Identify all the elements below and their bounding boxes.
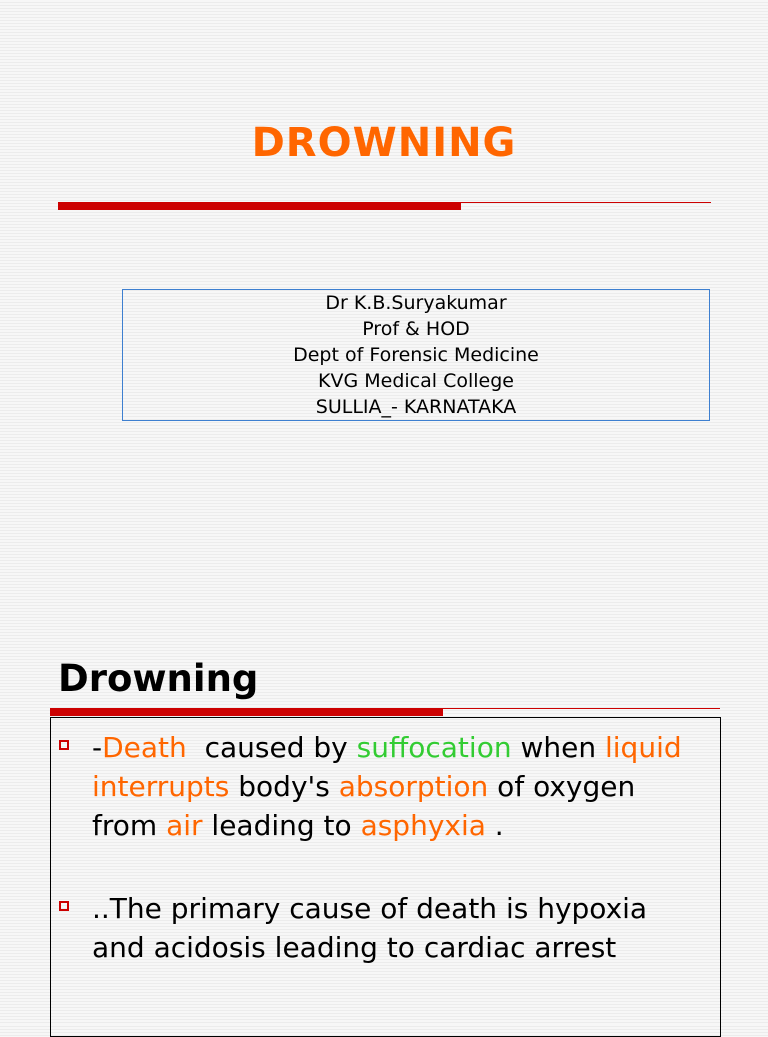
highlight-death: Death <box>102 731 187 764</box>
highlight-liquid-interrupts: liquid interrupts <box>92 731 682 803</box>
content-box <box>50 717 721 1037</box>
author-college: KVG Medical College <box>318 370 514 392</box>
author-location: SULLIA_- KARNATAKA <box>315 396 517 418</box>
text-segment: of oxygen from <box>92 770 636 842</box>
bullet-text <box>92 728 699 845</box>
highlight-absorption: absorption <box>338 770 489 803</box>
highlight-suffocation: suffocation <box>356 731 512 764</box>
highlight-asphyxia: asphyxia <box>360 809 486 842</box>
bullet-text <box>92 889 699 967</box>
text-segment: . <box>485 809 504 842</box>
text-segment: caused by <box>186 731 357 764</box>
slide-title-heading: DROWNING <box>251 120 517 166</box>
title-rule-thick <box>58 202 461 210</box>
square-bullet-icon <box>59 901 69 911</box>
slide-heading: Drowning <box>58 657 259 700</box>
text-segment: leading to <box>202 809 361 842</box>
square-bullet-icon <box>59 740 69 750</box>
highlight-air: air <box>166 809 203 842</box>
text-segment: ..The primary cause of death is hypoxia and acidosis leading to cardiac arrest <box>92 892 648 964</box>
text-segment: - <box>92 731 103 764</box>
title-rule-thin <box>461 202 711 203</box>
author-name: Dr K.B.Suryakumar <box>325 292 507 314</box>
author-info-box <box>122 289 710 421</box>
author-department: Dept of Forensic Medicine <box>293 344 539 366</box>
heading-rule-thick <box>50 708 443 716</box>
text-segment: body's <box>229 770 339 803</box>
author-position: Prof & HOD <box>362 318 470 340</box>
slide-definition <box>0 585 768 1024</box>
text-segment: when <box>511 731 605 764</box>
bullet-item <box>59 728 699 845</box>
heading-rule-thin <box>443 708 720 709</box>
bullet-item <box>59 889 699 967</box>
